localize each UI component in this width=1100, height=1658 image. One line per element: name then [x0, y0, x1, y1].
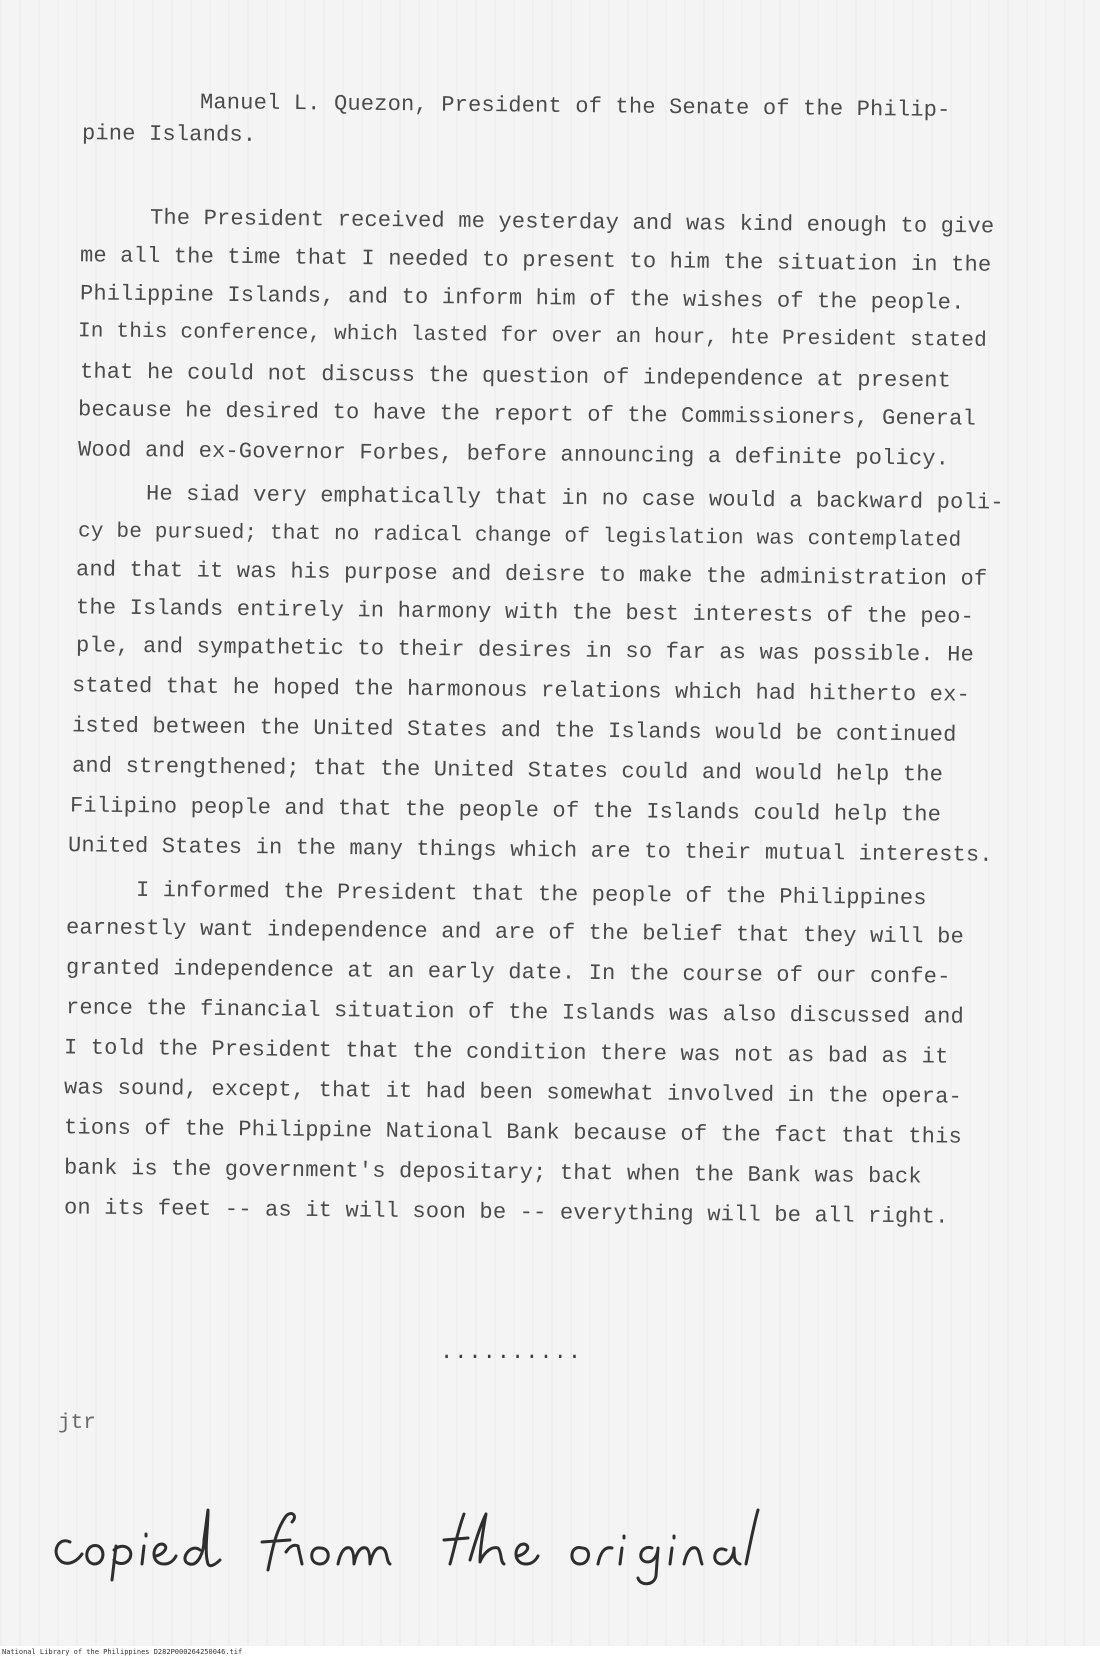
typist-initials: jtr	[58, 1412, 96, 1435]
header-line-2: pine Islands.	[81, 121, 257, 148]
body-line: and that it was his purpose and deisre to make the administration of	[75, 557, 988, 592]
body-line: isted between the United States and the Islands would be continued	[71, 713, 957, 748]
body-line: Wood and ex-Governor Forbes, before announcing a definite policy.	[77, 437, 950, 472]
body-line: United States in the many things which are to their mutual interests.	[67, 833, 993, 868]
body-line: me all the time that I needed to present to him the situation in the	[79, 243, 992, 278]
body-line: stated that he hoped the harmonous relations which had hitherto ex-	[71, 673, 971, 708]
handwritten-note-icon	[40, 1480, 760, 1590]
body-line: tions of the Philippine National Bank because of the fact that this	[63, 1115, 963, 1150]
body-line: Philippine Islands, and to inform him of the wishes of the people.	[79, 281, 965, 316]
header-line-1: Manuel L. Quezon, President of the Senate of the Philip-	[199, 90, 951, 123]
body-line: and strengthened; that the United States could and would help the	[71, 753, 944, 788]
body-line: the Islands entirely in harmony with the best interests of the peo-	[75, 595, 975, 630]
body-line: ple, and sympathetic to their desires in so far as was possible. He	[75, 633, 975, 668]
section-separator: ..........	[440, 1340, 583, 1365]
body-line: In this conference, which lasted for over an hour, hte President stated	[77, 320, 988, 353]
handwritten-note	[40, 1480, 760, 1595]
body-line: because he desired to have the report of the Commissioners, General	[77, 397, 977, 432]
body-line: He siad very emphatically that in no case would a backward poli-	[145, 481, 1004, 516]
archive-footer: National Library of the Philippines D282P000264250046.tif	[0, 1646, 1100, 1658]
body-line: granted independence at an early date. In the course of our confe-	[65, 955, 951, 990]
body-line: cy be pursued; that no radical change of legislation was contemplated	[77, 520, 962, 553]
body-line: that he could not discuss the question of independence at present	[79, 359, 952, 394]
body-line: I informed the President that the people of the Philippines	[135, 877, 927, 912]
body-line: The President received me yesterday and was kind enough to give	[149, 205, 995, 240]
body-line: was sound, except, that it had been somewhat involved in the opera-	[63, 1075, 963, 1110]
body-line: on its feet -- as it will soon be -- everything will be all right.	[63, 1195, 949, 1230]
body-line: Filipino people and that the people of the Islands could help the	[69, 793, 942, 828]
body-line: I told the President that the condition there was not as bad as it	[63, 1035, 949, 1070]
body-line: bank is the government's depositary; that when the Bank was back	[63, 1155, 922, 1190]
body-line: earnestly want independence and are of the belief that they will be	[65, 915, 965, 950]
body-line: rence the financial situation of the Islands was also discussed and	[65, 995, 965, 1030]
